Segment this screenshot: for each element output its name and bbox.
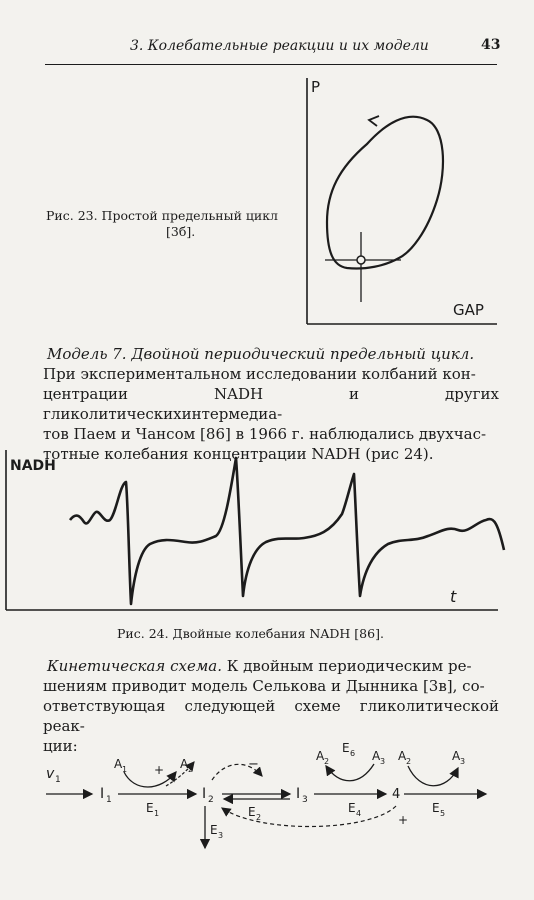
- model-7-line3: тов Паем и Чансом [86] в 1966 г. наблюдались двухчас-: [43, 425, 487, 443]
- kinetic-line1-rest: К двойным периодическим ре-: [222, 657, 472, 675]
- reaction-scheme: [0, 736, 534, 856]
- scheme-I2: I: [202, 786, 207, 802]
- figure-23-y-label: P: [311, 78, 321, 96]
- scheme-A3b: A: [452, 749, 461, 763]
- scheme-minus-feedback: −: [248, 757, 259, 772]
- kinetic-line1: [43, 656, 499, 676]
- scheme-I4: 4: [392, 787, 401, 802]
- figure-23-caption-line1: Рис. 23. Простой предельный цикл: [46, 208, 278, 223]
- scheme-E1-sub: 1: [154, 809, 160, 818]
- page-number: 43: [481, 37, 501, 53]
- scheme-E3: E: [210, 823, 218, 837]
- kinetic-line2: шениям приводит модель Селькова и Дынника [3в], со-: [43, 677, 485, 695]
- figure-24-nadh-oscillations: [0, 444, 534, 620]
- figure-23-limit-cycle: [295, 72, 505, 334]
- header-rule: [45, 64, 497, 65]
- kinetic-line3: ответствующая следующей схеме гликолитической реак-: [43, 697, 499, 735]
- scheme-A2b: A: [316, 749, 325, 763]
- scheme-v1: v: [46, 766, 55, 782]
- scheme-I3: I: [296, 786, 301, 802]
- scheme-v1-sub: 1: [55, 775, 61, 785]
- scheme-E2-sub: 2: [256, 813, 262, 822]
- model-7-heading: Модель 7. Двойной периодический предельный цикл.: [47, 345, 475, 363]
- scheme-E5: E: [432, 801, 440, 815]
- scheme-I3-sub: 3: [302, 795, 308, 805]
- figure-23-x-label: GAP: [453, 301, 484, 319]
- figure-23-direction-arrow: [369, 116, 379, 126]
- scheme-A3a: A: [372, 749, 381, 763]
- figure-24-caption: Рис. 24. Двойные колебания NADH [86].: [117, 626, 384, 641]
- scheme-E4-sub: 4: [356, 809, 362, 818]
- model-7-line2: центрации NADH и других гликолитическихинтермедиа-: [43, 385, 499, 423]
- scheme-plus-loop: +: [398, 813, 409, 827]
- scheme-A3-A2-arc: [326, 764, 374, 781]
- scheme-E4: E: [348, 801, 356, 815]
- figure-23-caption-line2: [3б].: [166, 224, 196, 239]
- scheme-plus-feedback: +: [154, 763, 165, 777]
- model-7-line4: тотные колебания концентрации NADH (рис 24).: [43, 445, 434, 463]
- scheme-A2b-sub: 2: [324, 757, 330, 766]
- scheme-E6: E: [342, 741, 350, 755]
- scheme-I2-sub: 2: [208, 795, 214, 805]
- scheme-E6-sub: 6: [350, 749, 356, 758]
- scheme-I1-sub: 1: [106, 795, 112, 805]
- scheme-A2c-sub: 2: [406, 757, 412, 766]
- scheme-E2: E: [248, 805, 256, 819]
- figure-24-y-label: NADH: [10, 458, 56, 474]
- figure-23-fixed-point: [357, 256, 365, 264]
- scheme-A2a-sub: 2: [188, 765, 194, 774]
- scheme-I1: I: [100, 786, 105, 802]
- scheme-A2a: A: [180, 757, 189, 771]
- scheme-A2-A3-arc: [408, 766, 458, 786]
- scheme-E5-sub: 5: [440, 809, 446, 818]
- model-7-line1: При экспериментальном исследовании колбаний кон-: [43, 365, 476, 383]
- scheme-A1: A: [114, 757, 123, 771]
- scheme-E3-sub: 3: [218, 831, 224, 840]
- kinetic-line4: ции:: [43, 737, 78, 755]
- scheme-E1: E: [146, 801, 154, 815]
- figure-24-nadh-curve: [70, 458, 504, 604]
- scheme-A1-sub: 1: [122, 765, 128, 774]
- scheme-A3b-sub: 3: [460, 757, 466, 766]
- scheme-A2c: A: [398, 749, 407, 763]
- running-header: 3. Колебательные реакции и их модели: [130, 38, 429, 54]
- scheme-A3a-sub: 3: [380, 757, 386, 766]
- figure-23-caption: [46, 208, 278, 240]
- figure-24-x-label: t: [450, 587, 457, 606]
- figure-23-cycle-curve: [327, 117, 443, 269]
- kinetic-heading: Кинетическая схема.: [47, 657, 223, 675]
